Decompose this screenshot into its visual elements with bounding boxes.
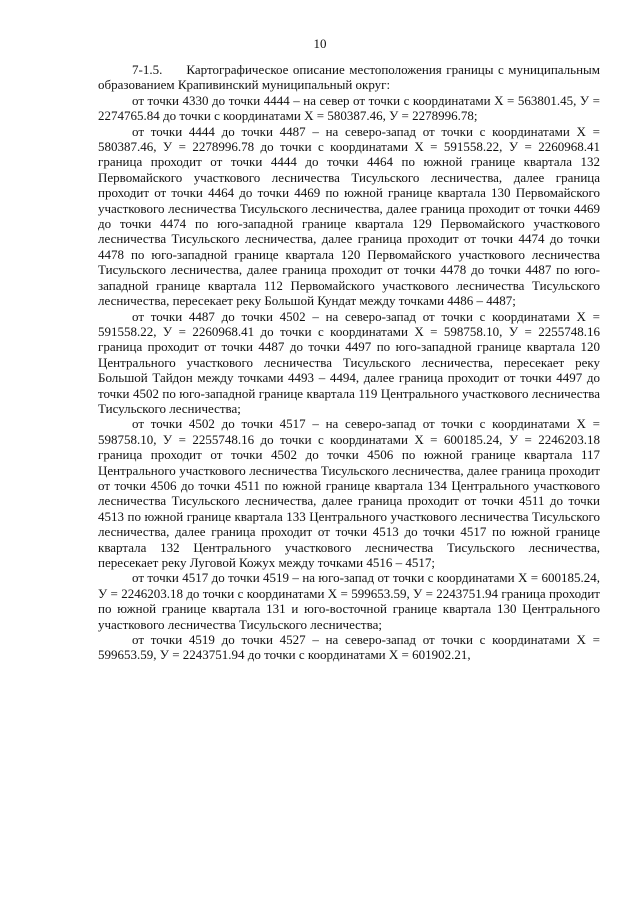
paragraph: от точки 4444 до точки 4487 – на северо-запад от точки с координатами X = 580387.46, У = 2278996.78 до точки с координатами X = 591558.22, У = 2260968.41 граница проходит от точки 4444 до точки 4464 по южной границе квартала 132 Первомайского участкового лесничества Тисульского лесничества, далее граница проходит от точки 4464 до точки 4469 по южной границе квартала 130 Первомайского участкового лесничества Тисульского лесничества, далее граница проходит от точки 4469 до точки 4474 по юго-западной границе квартала 129 Первомайского участкового лесничества Тисульского лесничества, далее граница проходит от точки 4474 до точки 4478 по юго-западной границе квартала 120 Первомайского участкового лесничества Тисульского лесничества, далее граница проходит от точки 4478 до точки 4487 по юго-западной границе квартала 112 Первомайского участкового лесничества Тисульского лесничества, пересекает реку Большой Кундат между точками 4486 – 4487; xyxy=(98,123,600,309)
section-number: 7-1.5. xyxy=(132,62,163,77)
paragraph: от точки 4519 до точки 4527 – на северо-запад от точки с координатами X = 599653.59, У = 2243751.94 до точки с координатами X = 601902.21, xyxy=(98,632,600,663)
section-heading xyxy=(98,62,600,93)
paragraph: от точки 4517 до точки 4519 – на юго-запад от точки с координатами X = 600185.24, У = 2246203.18 до точки с координатами X = 599653.59, У = 2243751.94 граница проходит по южной границе квартала 131 и юго-восточной границе квартала 130 Центрального участкового лесничества Тисульского лесничества; xyxy=(98,570,600,632)
paragraph: от точки 4502 до точки 4517 – на северо-запад от точки с координатами X = 598758.10, У = 2255748.16 до точки с координатами X = 600185.24, У = 2246203.18 граница проходит от точки 4502 до точки 4506 по южной границе квартала 117 Центрального участкового лесничества Тисульского лесничества, далее граница проходит от точки 4506 до точки 4511 по южной границе квартала 134 Центрального участкового лесничества Тисульского лесничества, далее граница проходит от точки 4511 до точки 4513 по южной границе квартала 133 Центрального участкового лесничества Тисульского лесничества, далее граница проходит от точки 4513 до точки 4517 по южной границе квартала 132 Центрального участкового лесничества Тисульского лесничества, пересекает реку Луговой Кожух между точками 4516 – 4517; xyxy=(98,416,600,570)
section-title: Картографическое описание местоположения границы с муниципальным образованием Крапивинский муниципальный округ: xyxy=(98,62,600,93)
document-body xyxy=(98,62,600,663)
paragraph: от точки 4487 до точки 4502 – на северо-запад от точки с координатами X = 591558.22, У = 2260968.41 до точки с координатами X = 598758.10, У = 2255748.16 граница проходит от точки 4487 до точки 4497 по юго-западной границе квартала 120 Центрального участкового лесничества Тисульского лесничества, пересекает реку Большой Тайдон между точками 4493 – 4494, далее граница проходит от точки 4497 до точки 4502 по юго-западной границе квартала 119 Центрального участкового лесничества Тисульского лесничества; xyxy=(98,308,600,416)
paragraph: от точки 4330 до точки 4444 – на север от точки с координатами X = 563801.45, У = 2274765.84 до точки с координатами X = 580387.46, У = 2278996.78; xyxy=(98,92,600,124)
page-number: 10 xyxy=(313,36,327,51)
